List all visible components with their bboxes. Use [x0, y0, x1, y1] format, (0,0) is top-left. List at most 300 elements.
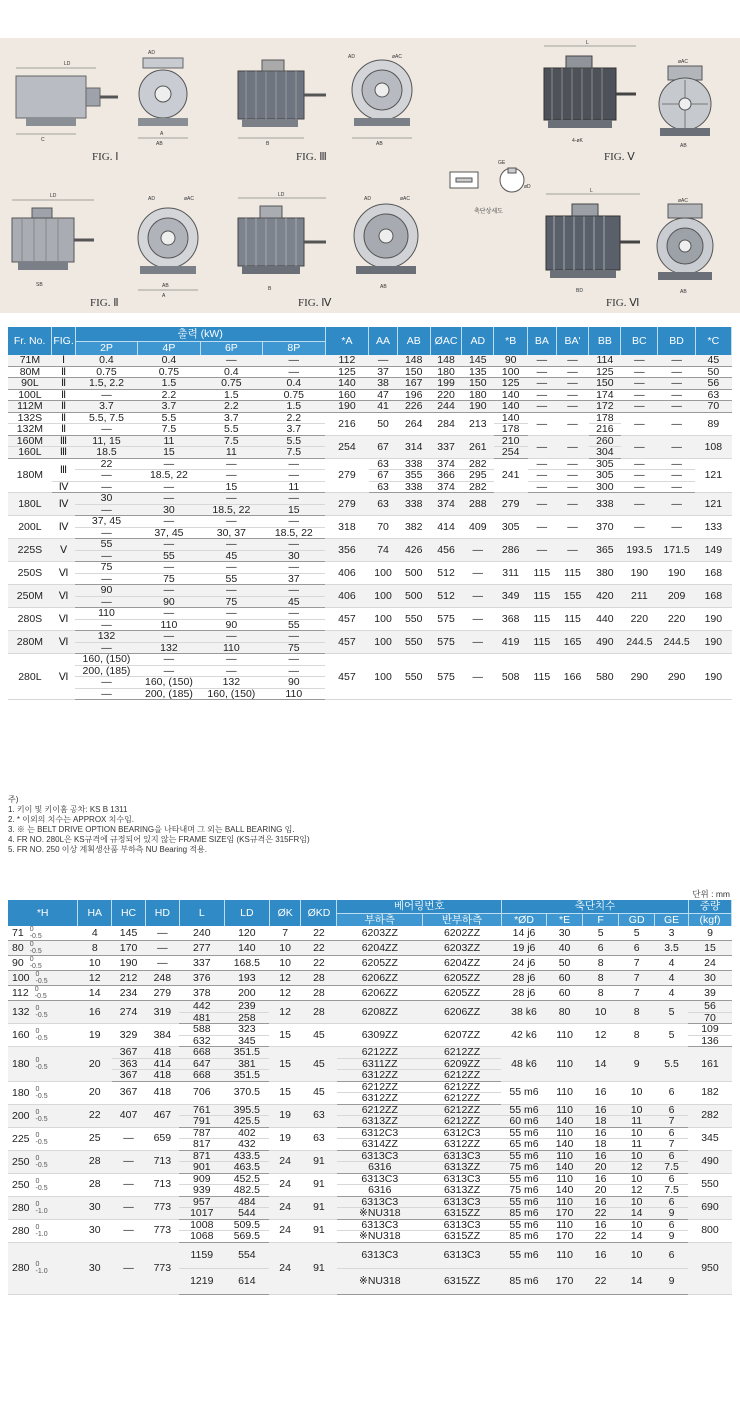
- value-cell: 125: [589, 366, 621, 378]
- gd-cell: 9: [619, 1047, 655, 1082]
- ha-cell: 14: [78, 986, 112, 1001]
- l-cell: 939: [179, 1185, 224, 1197]
- frame-cell: 280L: [8, 654, 52, 700]
- dim-label: AB: [680, 289, 687, 295]
- power-cell: 200, (185): [138, 688, 200, 700]
- value-cell: —: [528, 389, 556, 401]
- value-cell: 508: [494, 654, 528, 700]
- ge-cell: 6: [655, 1104, 689, 1116]
- e-cell: 140: [547, 1139, 583, 1151]
- value-cell: 209: [658, 585, 695, 608]
- fig-cell: Ⅱ: [52, 401, 75, 413]
- table-row: [8, 366, 732, 378]
- value-cell: 440: [589, 608, 621, 631]
- col-header: *A: [325, 327, 369, 355]
- value-cell: 166: [556, 654, 589, 700]
- value-cell: —: [621, 401, 658, 413]
- dim-label: C: [41, 137, 45, 143]
- table-row: [8, 631, 732, 643]
- weight-unit-header: (kgf): [688, 913, 731, 926]
- l-cell: 668: [179, 1047, 224, 1059]
- w-cell: 690: [688, 1196, 731, 1219]
- value-cell: 160: [325, 389, 369, 401]
- value-cell: 190: [658, 562, 695, 585]
- h-cell: [8, 1219, 78, 1242]
- table-row: [8, 1242, 732, 1268]
- value-cell: 190: [462, 401, 494, 413]
- fig4-side: [232, 188, 342, 298]
- ha-cell: 30: [78, 1196, 112, 1219]
- bearing-header: 베어링번호: [337, 900, 502, 913]
- col-header: LD: [224, 900, 269, 926]
- figure-panel: [0, 38, 740, 313]
- power-cell: 132: [138, 642, 200, 654]
- power-cell: 18.5, 22: [200, 504, 262, 516]
- value-cell: 125: [494, 378, 528, 390]
- fig4-label: FIG. Ⅳ: [298, 297, 332, 309]
- value-cell: —: [556, 412, 589, 435]
- tol-upper: 0: [34, 986, 39, 993]
- power-cell: 3.7: [75, 401, 137, 413]
- col-header: ØAC: [430, 327, 462, 355]
- ge-cell: 5.5: [655, 1047, 689, 1082]
- gd-cell: 12: [619, 1162, 655, 1174]
- l-cell: 240: [179, 926, 224, 941]
- b2-cell: 6203ZZ: [423, 941, 502, 956]
- b1-cell: 6313ZZ: [337, 1116, 423, 1128]
- w-cell: 30: [688, 971, 731, 986]
- fig-cell: Ⅲ: [52, 435, 75, 447]
- value-cell: 190: [695, 608, 731, 631]
- table-row: [8, 585, 732, 597]
- power-cell: —: [263, 366, 325, 378]
- power-cell: 110: [263, 688, 325, 700]
- ge-cell: 4: [655, 971, 689, 986]
- f-cell: 18: [583, 1139, 619, 1151]
- ld-cell: 351.5: [224, 1070, 269, 1082]
- k-cell: 7: [269, 926, 301, 941]
- power-cell: 0.75: [263, 389, 325, 401]
- power-cell: 110: [200, 642, 262, 654]
- fig-cell: Ⅵ: [52, 631, 75, 654]
- table-row: [8, 562, 732, 574]
- value-cell: 550: [397, 608, 430, 631]
- value-cell: 279: [325, 458, 369, 493]
- power-cell: —: [138, 562, 200, 574]
- value-cell: 420: [589, 585, 621, 608]
- e-cell: 110: [547, 1104, 583, 1116]
- h-cell: [8, 1001, 78, 1024]
- ge-cell: 3.5: [655, 941, 689, 956]
- value-cell: 121: [695, 493, 731, 516]
- power-cell: 0.4: [138, 355, 200, 366]
- value-cell: 89: [695, 412, 731, 435]
- pole-header: 6P: [200, 341, 262, 355]
- b1-cell: 6204ZZ: [337, 941, 423, 956]
- tol-lower: -0.5: [29, 933, 42, 940]
- ld-cell: 554: [224, 1242, 269, 1268]
- tol-lower: -0.5: [35, 1063, 48, 1071]
- col-header: *B: [494, 327, 528, 355]
- power-cell: 45: [263, 596, 325, 608]
- fig-cell: Ⅲ: [52, 458, 75, 481]
- power-cell: —: [263, 458, 325, 470]
- tol-upper: 0: [35, 1177, 40, 1185]
- f-cell: 16: [583, 1242, 619, 1268]
- power-cell: 5.5: [200, 424, 262, 436]
- h-value: 90: [12, 956, 24, 969]
- h-cell: [8, 1024, 78, 1047]
- h-cell: [8, 1104, 78, 1127]
- value-cell: 260: [589, 435, 621, 447]
- ld-cell: 370.5: [224, 1081, 269, 1104]
- value-cell: 140: [494, 389, 528, 401]
- value-cell: 406: [325, 562, 369, 585]
- l-cell: 647: [179, 1058, 224, 1070]
- gd-cell: 11: [619, 1116, 655, 1128]
- power-cell: —: [263, 654, 325, 666]
- frame-dimension-table: [8, 327, 732, 700]
- e-cell: 170: [547, 1208, 583, 1220]
- ge-cell: 9: [655, 1208, 689, 1220]
- power-cell: 75: [138, 573, 200, 585]
- ld-cell: 482.5: [224, 1185, 269, 1197]
- e-cell: 110: [547, 1196, 583, 1208]
- value-cell: 47: [369, 389, 397, 401]
- table-row: [8, 1104, 732, 1116]
- power-cell: —: [200, 654, 262, 666]
- ge-cell: 5: [655, 1024, 689, 1047]
- frame-cell: 180M: [8, 458, 52, 493]
- table-row: [8, 1081, 732, 1093]
- f-cell: 16: [583, 1104, 619, 1116]
- value-cell: 314: [397, 435, 430, 458]
- ld-cell: 395.5: [224, 1104, 269, 1116]
- ld-cell: 484: [224, 1196, 269, 1208]
- fig1-label: FIG. Ⅰ: [92, 151, 119, 163]
- h-cell: [8, 1127, 78, 1150]
- hd-cell: 713: [145, 1150, 179, 1173]
- value-cell: 244.5: [658, 631, 695, 654]
- power-cell: 160, (150): [138, 677, 200, 689]
- value-cell: —: [621, 355, 658, 366]
- fig-cell: Ⅰ: [52, 355, 75, 366]
- gd-cell: 10: [619, 1127, 655, 1139]
- value-cell: —: [556, 458, 589, 470]
- h-cell: [8, 956, 78, 971]
- dim-label: AB: [680, 143, 687, 149]
- value-cell: 338: [397, 481, 430, 493]
- h-tolerance: [36, 1086, 48, 1100]
- tol-upper: 0: [35, 1056, 40, 1064]
- dim-label: GE: [498, 160, 506, 166]
- tol-upper: 0: [35, 1085, 40, 1093]
- f-cell: 8: [583, 956, 619, 971]
- table-row: [8, 1024, 732, 1036]
- fig-cell: Ⅳ: [52, 481, 75, 493]
- l-cell: 1017: [179, 1208, 224, 1220]
- value-cell: —: [621, 470, 658, 482]
- power-cell: —: [263, 355, 325, 366]
- power-cell: 0.75: [138, 366, 200, 378]
- e-cell: 110: [547, 1081, 583, 1104]
- b1-cell: 6205ZZ: [337, 956, 423, 971]
- power-cell: 0.4: [75, 355, 137, 366]
- b2-cell: 6205ZZ: [423, 971, 502, 986]
- power-cell: —: [263, 585, 325, 597]
- h-value: 280: [12, 1224, 30, 1237]
- value-cell: 490: [589, 631, 621, 654]
- value-cell: 512: [430, 585, 462, 608]
- value-cell: —: [528, 481, 556, 493]
- b1-cell: 6312ZZ: [337, 1093, 423, 1105]
- value-cell: —: [621, 458, 658, 470]
- b1-cell: 6316: [337, 1162, 423, 1174]
- b2-cell: 6206ZZ: [423, 1001, 502, 1024]
- value-cell: —: [556, 355, 589, 366]
- dim-label: LD: [64, 61, 71, 67]
- dim-label: L: [590, 188, 593, 194]
- table-row: [8, 1150, 732, 1162]
- value-cell: 180: [462, 389, 494, 401]
- power-cell: 15: [138, 447, 200, 459]
- fig-cell: Ⅱ: [52, 389, 75, 401]
- value-cell: 500: [397, 562, 430, 585]
- power-cell: 132: [200, 677, 262, 689]
- table-row: [8, 539, 732, 551]
- ld-cell: 463.5: [224, 1162, 269, 1174]
- value-cell: 286: [494, 539, 528, 562]
- value-cell: 70: [695, 401, 731, 413]
- frame-cell: 100L: [8, 389, 52, 401]
- tol-upper: 0: [29, 941, 34, 948]
- value-cell: 580: [589, 654, 621, 700]
- value-cell: 365: [589, 539, 621, 562]
- ha-cell: 8: [78, 941, 112, 956]
- d-cell: 65 m6: [501, 1139, 546, 1151]
- gd-cell: 6: [619, 941, 655, 956]
- hd-cell: 248: [145, 971, 179, 986]
- k-cell: 24: [269, 1242, 301, 1294]
- value-cell: —: [658, 470, 695, 482]
- value-cell: 115: [528, 585, 556, 608]
- value-cell: —: [528, 401, 556, 413]
- b1-cell: 6313C3: [337, 1196, 423, 1208]
- value-cell: —: [658, 366, 695, 378]
- k-cell: 15: [269, 1047, 301, 1082]
- h-cell: [8, 1047, 78, 1082]
- fig6-front: [650, 198, 730, 298]
- dim-label: AD: [148, 50, 155, 56]
- value-cell: 304: [589, 447, 621, 459]
- e-cell: 140: [547, 1116, 583, 1128]
- h-cell: [8, 971, 78, 986]
- value-cell: 100: [369, 608, 397, 631]
- value-cell: 241: [494, 458, 528, 493]
- kd-cell: 91: [301, 1150, 337, 1173]
- k-cell: 24: [269, 1219, 301, 1242]
- k-cell: 15: [269, 1024, 301, 1047]
- ha-cell: 4: [78, 926, 112, 941]
- hc-cell: 367: [112, 1070, 146, 1082]
- value-cell: —: [621, 493, 658, 516]
- k-cell: 24: [269, 1173, 301, 1196]
- fig-cell: Ⅵ: [52, 608, 75, 631]
- value-cell: 409: [462, 516, 494, 539]
- h-value: 132: [12, 1005, 30, 1018]
- value-cell: 261: [462, 435, 494, 458]
- l-cell: 668: [179, 1070, 224, 1082]
- gd-cell: 7: [619, 956, 655, 971]
- b2-cell: 6209ZZ: [423, 1058, 502, 1070]
- ld-cell: 432: [224, 1139, 269, 1151]
- b1-cell: 6313C3: [337, 1150, 423, 1162]
- col-header: BA: [528, 327, 556, 355]
- fig-cell: Ⅴ: [52, 539, 75, 562]
- tol-lower: -0.5: [29, 963, 42, 970]
- kd-cell: 91: [301, 1173, 337, 1196]
- ld-cell: 193: [224, 971, 269, 986]
- power-cell: —: [200, 631, 262, 643]
- tol-lower: -0.5: [35, 1092, 48, 1100]
- power-cell: 37: [263, 573, 325, 585]
- value-cell: —: [658, 401, 695, 413]
- tol-lower: -0.5: [35, 1012, 48, 1019]
- power-cell: 1.5: [138, 378, 200, 390]
- value-cell: —: [621, 412, 658, 435]
- power-cell: 18.5, 22: [138, 470, 200, 482]
- l-cell: 787: [179, 1127, 224, 1139]
- fig6-label: FIG. Ⅵ: [606, 297, 640, 309]
- hc-cell: 145: [112, 926, 146, 941]
- power-cell: —: [200, 355, 262, 366]
- l-cell: 1159: [179, 1242, 224, 1268]
- value-cell: 74: [369, 539, 397, 562]
- value-cell: —: [556, 539, 589, 562]
- table-row: [8, 1127, 732, 1139]
- col-header: BD: [658, 327, 695, 355]
- hc-cell: —: [112, 1150, 146, 1173]
- col-frame-header: Fr. No.: [8, 327, 52, 355]
- hd-cell: 773: [145, 1219, 179, 1242]
- f-cell: 10: [583, 1001, 619, 1024]
- value-cell: 550: [397, 654, 430, 700]
- l-cell: 1068: [179, 1231, 224, 1243]
- b2-cell: 6312ZZ: [423, 1139, 502, 1151]
- value-cell: —: [528, 458, 556, 470]
- power-cell: —: [138, 608, 200, 620]
- dim-label: A: [160, 131, 164, 137]
- value-cell: 50: [369, 412, 397, 435]
- tol-lower: -0.5: [35, 1138, 48, 1146]
- note-line: 4. FR NO. 280L은 KS규격에 규정되어 있지 않는 FRAME SIZE임 (KS규격은 315FR임): [8, 835, 310, 844]
- key-detail-label: 축단상세도: [474, 209, 503, 215]
- gd-cell: 10: [619, 1150, 655, 1162]
- value-cell: 150: [397, 366, 430, 378]
- fig2-side: [6, 188, 121, 298]
- value-cell: 254: [325, 435, 369, 458]
- kd-cell: 63: [301, 1104, 337, 1127]
- value-cell: —: [528, 355, 556, 366]
- power-cell: 55: [138, 550, 200, 562]
- col-header: ØKD: [301, 900, 337, 926]
- w-cell: 950: [688, 1242, 731, 1294]
- value-cell: 140: [494, 412, 528, 424]
- table-row: [8, 986, 732, 1001]
- value-cell: 67: [369, 470, 397, 482]
- value-cell: 575: [430, 608, 462, 631]
- b1-cell: 6309ZZ: [337, 1024, 423, 1047]
- value-cell: 295: [462, 470, 494, 482]
- dim-label: øAC: [184, 196, 194, 202]
- value-cell: —: [369, 355, 397, 366]
- value-cell: —: [556, 481, 589, 493]
- power-cell: —: [200, 493, 262, 505]
- table-row: [8, 516, 732, 528]
- value-cell: 190: [695, 631, 731, 654]
- gd-cell: 10: [619, 1104, 655, 1116]
- gd-cell: 10: [619, 1242, 655, 1268]
- hd-cell: —: [145, 926, 179, 941]
- h-tolerance: [35, 986, 47, 1000]
- gd-cell: 14: [619, 1208, 655, 1220]
- d-cell: 55 m6: [501, 1127, 546, 1139]
- fig-cell: Ⅵ: [52, 654, 75, 700]
- value-cell: —: [528, 412, 556, 435]
- value-cell: —: [556, 516, 589, 539]
- value-cell: —: [528, 378, 556, 390]
- fig5-front: [650, 58, 730, 150]
- d-cell: 55 m6: [501, 1173, 546, 1185]
- hc-cell: —: [112, 1196, 146, 1219]
- power-cell: 11: [200, 447, 262, 459]
- fig4-front: [342, 188, 442, 298]
- gd-cell: 10: [619, 1219, 655, 1231]
- e-cell: 110: [547, 1047, 583, 1082]
- value-cell: 374: [430, 481, 462, 493]
- value-cell: 125: [325, 366, 369, 378]
- value-cell: 338: [397, 493, 430, 516]
- ha-cell: 28: [78, 1150, 112, 1173]
- power-cell: 90: [263, 677, 325, 689]
- l-cell: 1008: [179, 1219, 224, 1231]
- value-cell: 349: [494, 585, 528, 608]
- value-cell: —: [621, 389, 658, 401]
- fig2-front: [122, 188, 222, 298]
- f-cell: 18: [583, 1116, 619, 1128]
- value-cell: 244.5: [621, 631, 658, 654]
- value-cell: 168: [695, 585, 731, 608]
- ld-cell: 402: [224, 1127, 269, 1139]
- power-cell: —: [263, 608, 325, 620]
- h-value: 250: [12, 1178, 30, 1191]
- frame-cell: 250S: [8, 562, 52, 585]
- tol-upper: 0: [29, 926, 34, 933]
- e-cell: 40: [547, 941, 583, 956]
- fig-cell: Ⅱ: [52, 378, 75, 390]
- b1-cell: 6212ZZ: [337, 1047, 423, 1059]
- d-cell: 55 m6: [501, 1150, 546, 1162]
- power-cell: —: [263, 493, 325, 505]
- power-cell: —: [263, 516, 325, 528]
- hd-cell: 418: [145, 1081, 179, 1104]
- hd-cell: —: [145, 956, 179, 971]
- dim-label: LD: [278, 192, 285, 198]
- value-cell: 282: [462, 458, 494, 470]
- power-cell: —: [200, 608, 262, 620]
- power-cell: —: [138, 654, 200, 666]
- w-cell: 9: [688, 926, 731, 941]
